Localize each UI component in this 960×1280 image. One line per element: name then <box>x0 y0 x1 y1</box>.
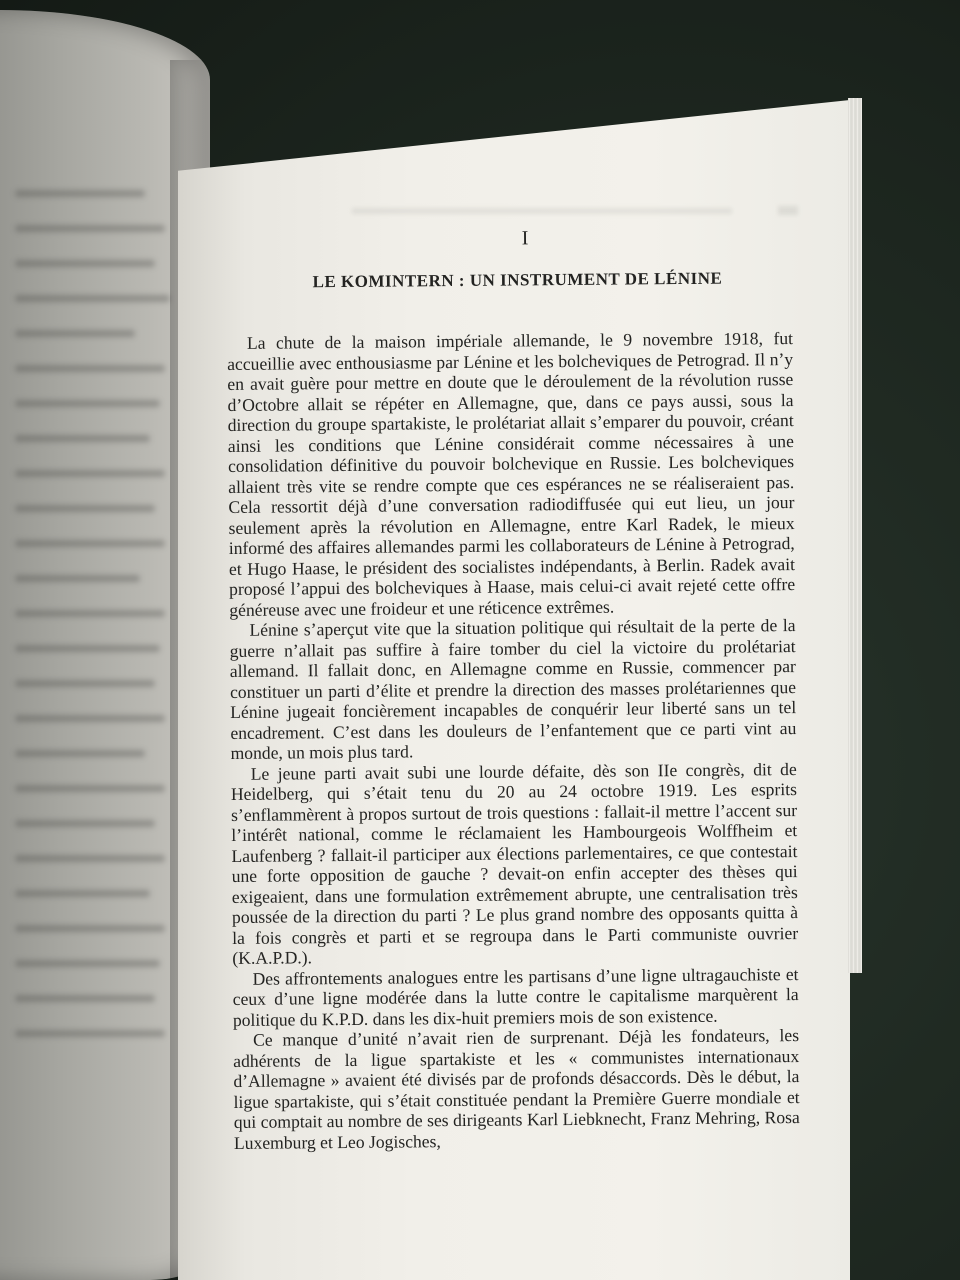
blurred-text-line <box>15 890 150 897</box>
blurred-text-line <box>15 995 155 1002</box>
paragraph: Des affrontements analogues entre les partisans d’une ligne ultragauchiste et ceux d’une ligne modérée dans la lutte contre le capitalisme marquèrent la politique du K.P.D. dans les dix-huit premiers mois de son existence. <box>232 963 799 1030</box>
blurred-text-line <box>15 365 165 372</box>
blurred-text-line <box>15 400 160 407</box>
blurred-text-line <box>15 330 135 337</box>
paragraph: Lénine s’aperçut vite que la situation politique qui résultait de la perte de la guerre n’allait pas suffire à faire tomber du ciel la victoire du prolétariat allemand. Il fallait donc, en Allemagne comme en Russie, commencer par constituer un parti d’élite et prendre la direction des masses prolétariennes que Lénine jugeait foncièrement incapables de conquérir leur liberté sans un tel encadrement. C’est dans les douleurs de l’enfantement que ce parti vint au monde, un mois plus tard. <box>229 615 797 763</box>
blurred-text-line <box>15 855 165 862</box>
blurred-text-line <box>15 785 165 792</box>
blurred-text-line <box>15 575 140 582</box>
chapter-number: I <box>521 227 529 250</box>
blurred-text-line <box>15 435 150 442</box>
paragraph: Le jeune parti avait subi une lourde défaite, dès son IIe congrès, dit de Heidelberg, qui s’était tenu du 20 au 24 octobre 1919. Les esprits s’enflammèrent à propos surtout de trois questions : fallait-il mettre l’accent sur l’intérêt national, comme le réclamaient les Hambourgeois Wolffheim et Laufenberg ? fallait-il participer aux élections parlementaires, ce que contestait une forte opposition de gauche ? devait-on enfin accepter des thèses qui exigeaient, dans une formulation extrêmement abrupte, une centralisation très poussée de la direction du parti ? Le plus grand nombre des opposants quitta à la fois congrès et parti et se regroupa dans le Parti communiste ouvrier (K.A.P.D.). <box>230 758 799 968</box>
blurred-text-line <box>15 540 165 547</box>
blurred-text-line <box>15 645 160 652</box>
blurred-text-line <box>15 260 155 267</box>
blurred-text-line <box>15 925 165 932</box>
blurred-text-line <box>15 610 165 617</box>
page-text <box>226 225 800 1153</box>
paragraph: La chute de la maison impériale allemande, le 9 novembre 1918, fut accueillie avec enthousiasme par Lénine et les bolcheviques de Petrograd. Il n’y en avait guère pour mettre en doute que le déroulement de la révolution russe d’Octobre allait se répéter en Allemagne, que, dans ce pays aussi, sous la direction du groupe spartakiste, le prolétariat allait s’emparer du pouvoir, créant ainsi les conditions que Lénine considérait comme nécessaires à une consolidation définitive du pouvoir bolchevique en Russie. Les bolcheviques allaient très vite se rendre compte que ces espérances ne se réaliseraient pas. Cela ressortit déjà d’une conversation radiodiffusée qui eut lieu, un jour seulement après la révolution en Allemagne, entre Karl Radek, le mieux informé des affaires allemandes parmi les collaborateurs de Lénine à Petrograd, et Hugo Haase, le président des socialistes indépendants, à Berlin. Radek avait proposé l’appui des bolcheviques à Haase, mais celui-ci avait rejeté cette offre généreuse avec une froideur et une réticence extrêmes. <box>227 328 796 620</box>
blurred-text-line <box>15 190 145 197</box>
blurred-text-line <box>15 680 155 687</box>
blurred-text-line <box>15 715 165 722</box>
blurred-text-line <box>15 225 165 232</box>
page-edges <box>848 98 862 973</box>
paragraph: Ce manque d’unité n’avait rien de surprenant. Déjà les fondateurs, les adhérents de la ligue spartakiste et les « communistes internationaux d’Allemagne » avaient été divisés par de profonds désaccords. Dès le début, la ligue spartakiste, qui s’était constituée pendant la Première Guerre mondiale et qui comptait au nombre de ses dirigeants Karl Liebknecht, Franz Mehring, Rosa Luxemburg et Leo Jogisches, <box>233 1025 800 1153</box>
blurred-text-line <box>15 470 165 477</box>
show-through-running-header <box>352 208 732 214</box>
blurred-text-line <box>15 1030 165 1037</box>
blurred-text-line <box>15 505 155 512</box>
show-through-page-number <box>778 206 798 215</box>
blurred-text-line <box>15 820 155 827</box>
chapter-title: LE KOMINTERN : UN INSTRUMENT DE LÉNINE <box>312 268 723 292</box>
blurred-text-line <box>15 960 160 967</box>
blurred-text-line <box>15 295 170 302</box>
blurred-text-line <box>15 750 145 757</box>
